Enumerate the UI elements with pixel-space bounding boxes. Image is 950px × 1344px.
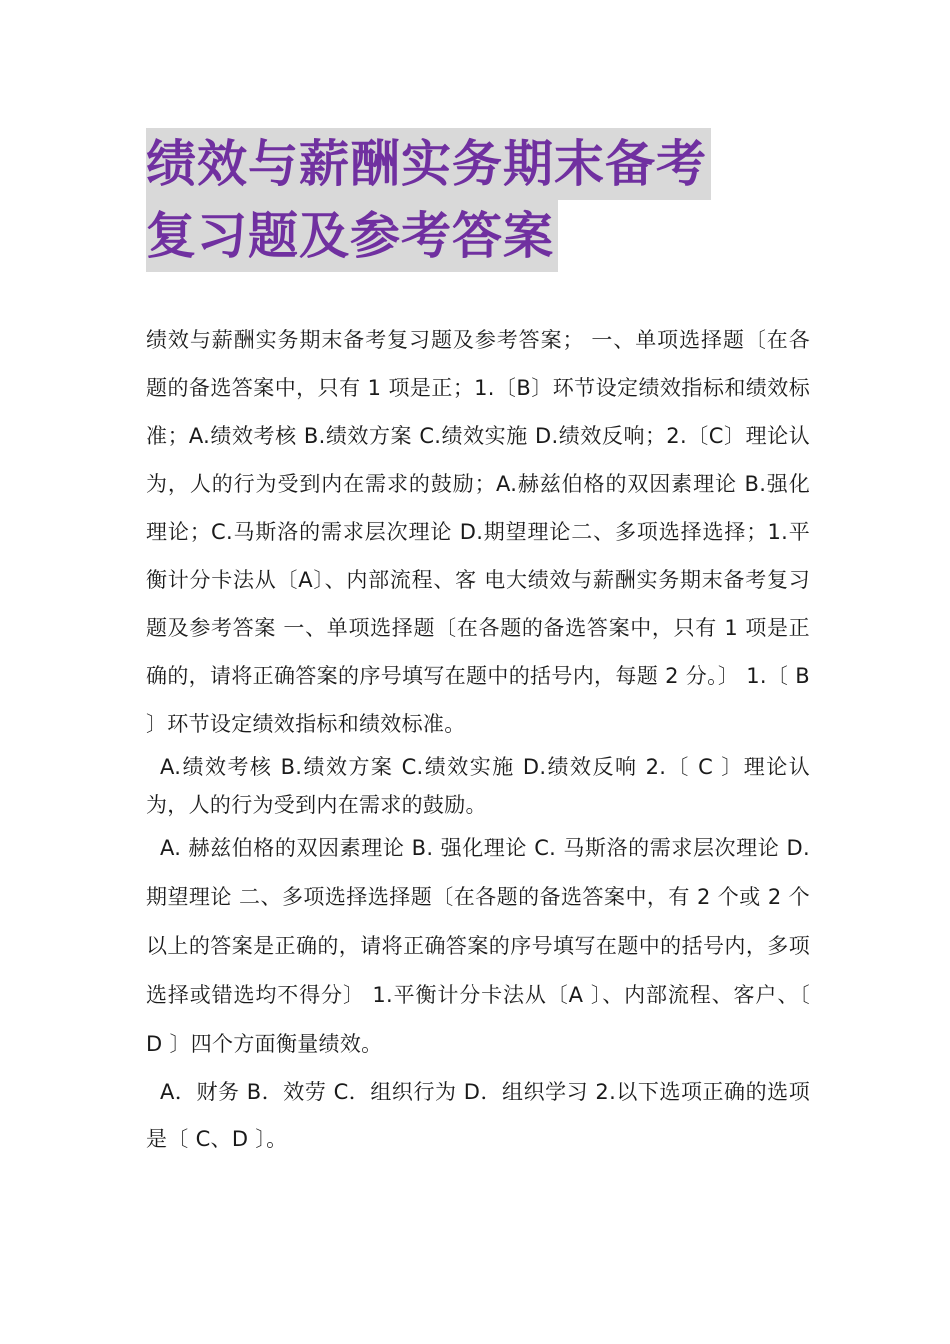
document-body xyxy=(146,316,810,1163)
paragraph-options-3: A．财务 B．效劳 C．组织行为 D．组织学习 2.以下选项正确的选项是〔 C、D 〕。 xyxy=(146,1080,810,1151)
paragraph-options-2: A. 赫兹伯格的双因素理论 B. 强化理论 C. 马斯洛的需求层次理论 D. 期望理论 二、多项选择选择题〔在各题的备选答案中，有 2 个或 2 个以上的答案是正确的，请将正确答案的序号填写在题中的括号内，多项选择或错选均不得分〕 1.平衡计分卡法从〔A 〕、内部流程、客户、〔 D 〕四个方面衡量绩效。 xyxy=(146,836,810,1056)
paragraph-options-1: A.绩效考核 B.绩效方案 C.绩效实施 D.绩效反响 2.〔 C 〕理论认为，人的行为受到内在需求的鼓励。 xyxy=(146,755,810,817)
title-line-1: 绩效与薪酬实务期末备考 xyxy=(146,128,711,200)
document-title xyxy=(146,128,816,272)
title-line-2: 复习题及参考答案 xyxy=(146,200,558,272)
paragraph-intro: 绩效与薪酬实务期末备考复习题及参考答案； 一、单项选择题〔在各题的备选答案中，只有 1 项是正；1.〔B〕环节设定绩效指标和绩效标准；A.绩效考核 B.绩效方案 C.绩效实施 D.绩效反响；2.〔C〕理论认为，人的行为受到内在需求的鼓励；A.赫兹伯格的双因素理论 B.强化理论；C.马斯洛的需求层次理论 D.期望理论二、多项选择选择；1.平衡计分卡法从〔A〕、内部流程、客 电大绩效与薪酬实务期末备考复习题及参考答案 一、单项选择题〔在各题的备选答案中，只有 1 项是正确的，请将正确答案的序号填写在题中的括号内，每题 2 分。〕 1.〔 B 〕环节设定绩效指标和绩效标准。 xyxy=(146,328,810,736)
